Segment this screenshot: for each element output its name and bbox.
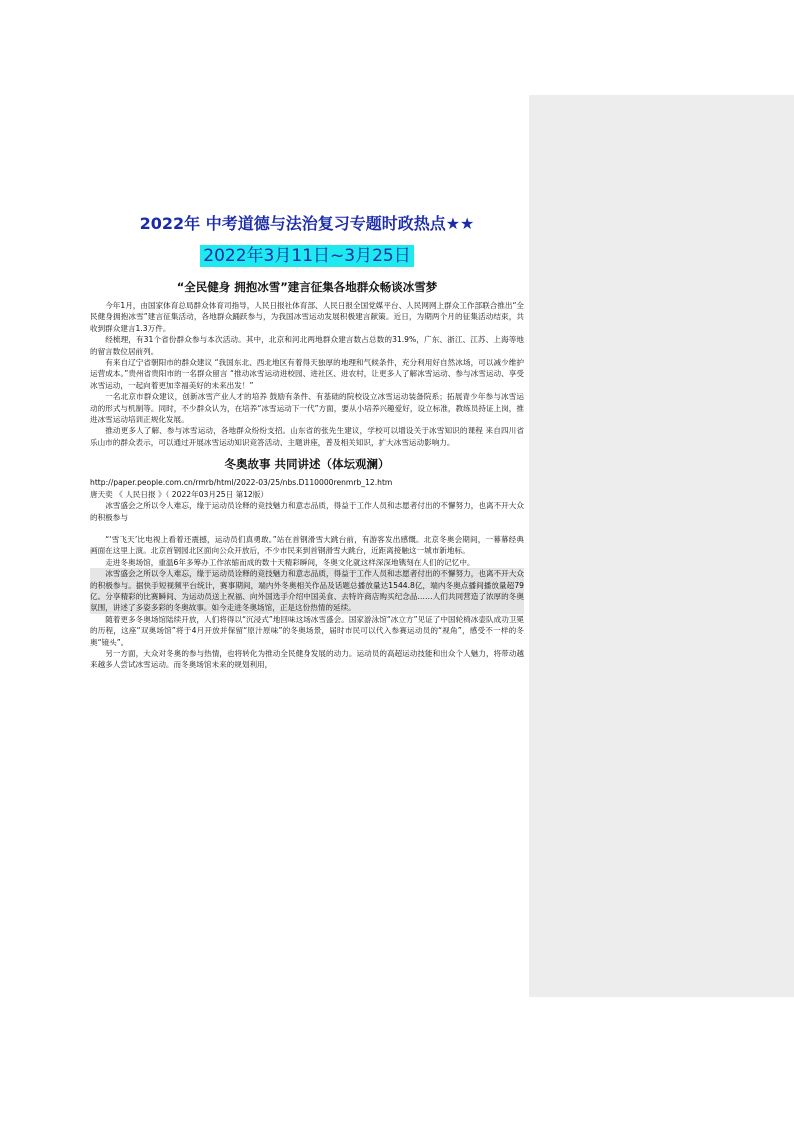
paragraph: 今年1月，由国家体育总局群众体育司指导，人民日报社体育部、人民日报全国党媒平台、人民网网上群众工作部联合推出“全民健身拥抱冰雪”建言征集活动，各地群众踊跃参与，为我国冰雪运动发展积极建言献策。近日，为期两个月的征集活动结束，共收到群众建言1.3万件。 bbox=[90, 301, 525, 333]
document-title: 2022年 中考道德与法治复习专题时政热点★★ bbox=[139, 214, 475, 233]
highlighted-paragraph: 冰雪盛会之所以令人难忘，缘于运动员诠释的竞技魅力和意志品质，得益于工作人员和志愿者付出的不懈努力，也离不开大众的积极参与。据快手短视频平台统计，赛事期间，端内外冬奥相关作品及话题总播放量达1544.8亿，端内冬奥点播间播放量超79亿。分享精彩的比赛瞬间、为运动员送上祝福、向外国选手介绍中国美食、去特许商店购买纪念品……人们共同营造了浓厚的冬奥氛围，讲述了多姿多彩的冬奥故事。如今走进冬奥场馆，正是这份热情的延续。 bbox=[90, 569, 524, 613]
document-page bbox=[90, 205, 524, 671]
paragraph: 推动更多人了解、参与冰雪运动，各地群众纷纷支招。山东省的张先生建议，学校可以增设关于冰雪知识的课程 来自四川省乐山市的群众表示，可以通过开展冰雪运动知识竞答活动、主题讲座，普及相关知识，扩大冰雪运动影响力。 bbox=[90, 426, 524, 447]
section-heading-1: “全民健身 拥抱冰雪”建言征集各地群众畅谈冰雪梦 bbox=[176, 280, 438, 294]
blank-line bbox=[90, 523, 524, 534]
paragraph: 走进冬奥场馆，重温6年多筹办工作浓缩而成的数十天精彩瞬间，冬奥文化就这样深深地镌刻在人们的记忆中。 bbox=[105, 557, 475, 567]
paragraph: 一名北京市群众建议，创新冰雪产业人才的培养 鼓励有条件、有基础的院校设立冰雪运动装备院系；拓展青少年参与冰雪运动的形式与机制等。同时，不少群众认为，在培养“冰雪运动下一代”方面，要从小培养兴趣爱好，设立标准，教练员持证上岗，推进冰雪运动培训正规化发展。 bbox=[90, 392, 524, 425]
paragraph: 随着更多冬奥场馆陆续开放，人们将得以“沉浸式”地回味这场冰雪盛会。国家游泳馆“冰立方”见证了中国轮椅冰壶队成功卫冕的历程，这座“双奥场馆”将于4月开放并保留“原汁原味”的冬奥场景，届时市民可以代入参赛运动员的“视角”，感受不一样的冬奥“镜头”。 bbox=[90, 614, 524, 647]
paragraph: “‘雪飞天’比电视上看着还震撼，运动员们真勇敢。”站在首钢滑雪大跳台前，有游客发出感慨。北京冬奥会期间，一幕幕经典画面在这里上演。北京首钢园北区面向公众开放后，不少市民来到首钢滑雪大跳台，近距离接触这一城市新地标。 bbox=[90, 534, 524, 556]
date-range: 2022年3月11日~3月25日 bbox=[200, 245, 413, 267]
section-heading-2: 冬奥故事 共同讲述（体坛观澜） bbox=[224, 457, 390, 472]
paragraph: 有来自辽宁省朝阳市的群众建议 “我国东北、西北地区有着得天独厚的地理和气候条件，充分利用好自然冰场，可以减少维护运营成本。”贵州省贵阳市的一名群众留言 “推动冰雪运动进校园、进社区、进农村，让更多人了解冰雪运动、参与冰雪运动、享受冰雪运动，一起向着更加幸福美好的未来出发！” bbox=[90, 358, 524, 390]
date-range-line bbox=[90, 245, 524, 267]
byline: 唐天奕 《 人民日报 》（ 2022年03月25日 第12版） bbox=[90, 489, 269, 499]
source-link[interactable]: http://paper.people.com.cn/rmrb/html/2022-03/25/nbs.D110000renmrb_12.htm bbox=[90, 478, 393, 488]
paragraph: 经梳理，有31个省份群众参与本次活动。其中，北京和河北两地群众建言数占总数的31.9%，广东、浙江、江苏、上海等地的留言数位居前列。 bbox=[90, 335, 524, 356]
comment-pane bbox=[529, 95, 794, 997]
intro-paragraph: 冰雪盛会之所以令人难忘，缘于运动员诠释的竞技魅力和意志品质，得益于工作人员和志愿者付出的不懈努力，也离不开大众的积极参与 bbox=[90, 501, 524, 522]
paragraph: 另一方面，大众对冬奥的参与热情，也将转化为推动全民健身发展的动力。运动员的高超运动技能和出众个人魅力，将带动越来越多人尝试冰雪运动。而冬奥场馆未来的规划利用， bbox=[90, 648, 524, 670]
